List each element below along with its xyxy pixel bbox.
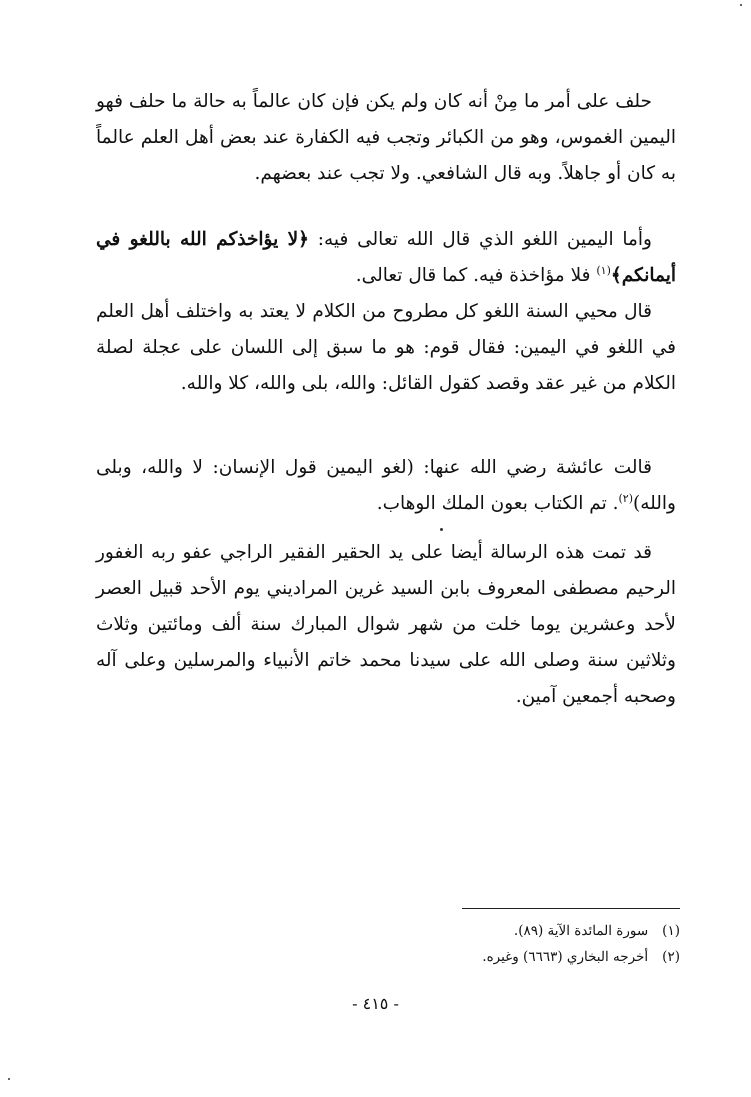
- paragraph-text-after: . تم الكتاب بعون الملك الوهاب.: [376, 493, 619, 514]
- scan-speck: [740, 4, 742, 6]
- footnote-divider: [462, 908, 680, 909]
- paragraph-text: قال محيي السنة اللغو كل مطروح من الكلام لا يعتد به واختلف أهل العلم في اللغو في اليمين: فقال قوم: هو ما سبق إلى اللسان على عجلة لصلة الكلام من غير عقد وقصد كقول القائل: والله، بلى والله، كلا والله.: [96, 301, 676, 394]
- quran-verse: ﴿لا يؤاخذكم الله باللغو في أيمانكم﴾: [96, 229, 676, 286]
- footnote-marker-1: (١): [596, 263, 611, 277]
- page-number: - ٤١٥ -: [352, 994, 399, 1013]
- paragraph-4: [96, 450, 676, 522]
- footnote-marker-2: (٢): [618, 491, 634, 505]
- footnote-1: [300, 918, 680, 944]
- footnote-number: (١): [662, 923, 680, 939]
- paragraph-text-before: وأما اليمين اللغو الذي قال الله تعالى فيه:: [308, 229, 652, 250]
- footnotes: [300, 918, 680, 970]
- paragraph-text: حلف على أمر ما مِنْ أنه كان ولم يكن فإن كان عالماً به حالة ما حلف فهو اليمين الغموس، وهو من الكبائر وتجب فيه الكفارة عند بعض أهل العلم عالماً به كان أو جاهلاً. وبه قال الشافعي. ولا تجب عند بعضهم.: [96, 91, 676, 184]
- paragraph-3: [96, 294, 676, 402]
- paragraph-text: [96, 450, 676, 522]
- footnote-text: أخرجه البخاري (٦٦٦٣) وغيره.: [482, 949, 649, 965]
- paragraph-text: [96, 222, 676, 294]
- paragraph-2: [96, 222, 676, 294]
- paragraph-5-colophon: [96, 535, 676, 715]
- paragraph-1: [96, 84, 676, 192]
- scan-speck: [440, 528, 443, 531]
- paragraph-text: قد تمت هذه الرسالة أيضا على يد الحقير الفقير الراجي عفو ربه الغفور الرحيم مصطفى المعروف بابن السيد غرين المراديني يوم الأحد قبيل العصر لأحد وعشرين يوما خلت من شهر شوال المبارك سنة ألف ومائتين وثلاث وثلاثين سنة وصلى الله على سيدنا محمد خاتم الأنبياء والمرسلين وعلى آله وصحبه أجمعين آمين.: [96, 542, 676, 707]
- paragraph-text-before: قالت عائشة رضي الله عنها: (لغو اليمين قول الإنسان: لا والله، وبلى والله): [96, 457, 676, 514]
- footnote-text: سورة المائدة الآية (٨٩).: [513, 923, 649, 939]
- scan-speck: [8, 1078, 10, 1080]
- footnote-number: (٢): [662, 949, 680, 965]
- paragraph-text-after: فلا مؤاخذة فيه. كما قال تعالى.: [355, 265, 597, 286]
- footnote-2: [300, 944, 680, 970]
